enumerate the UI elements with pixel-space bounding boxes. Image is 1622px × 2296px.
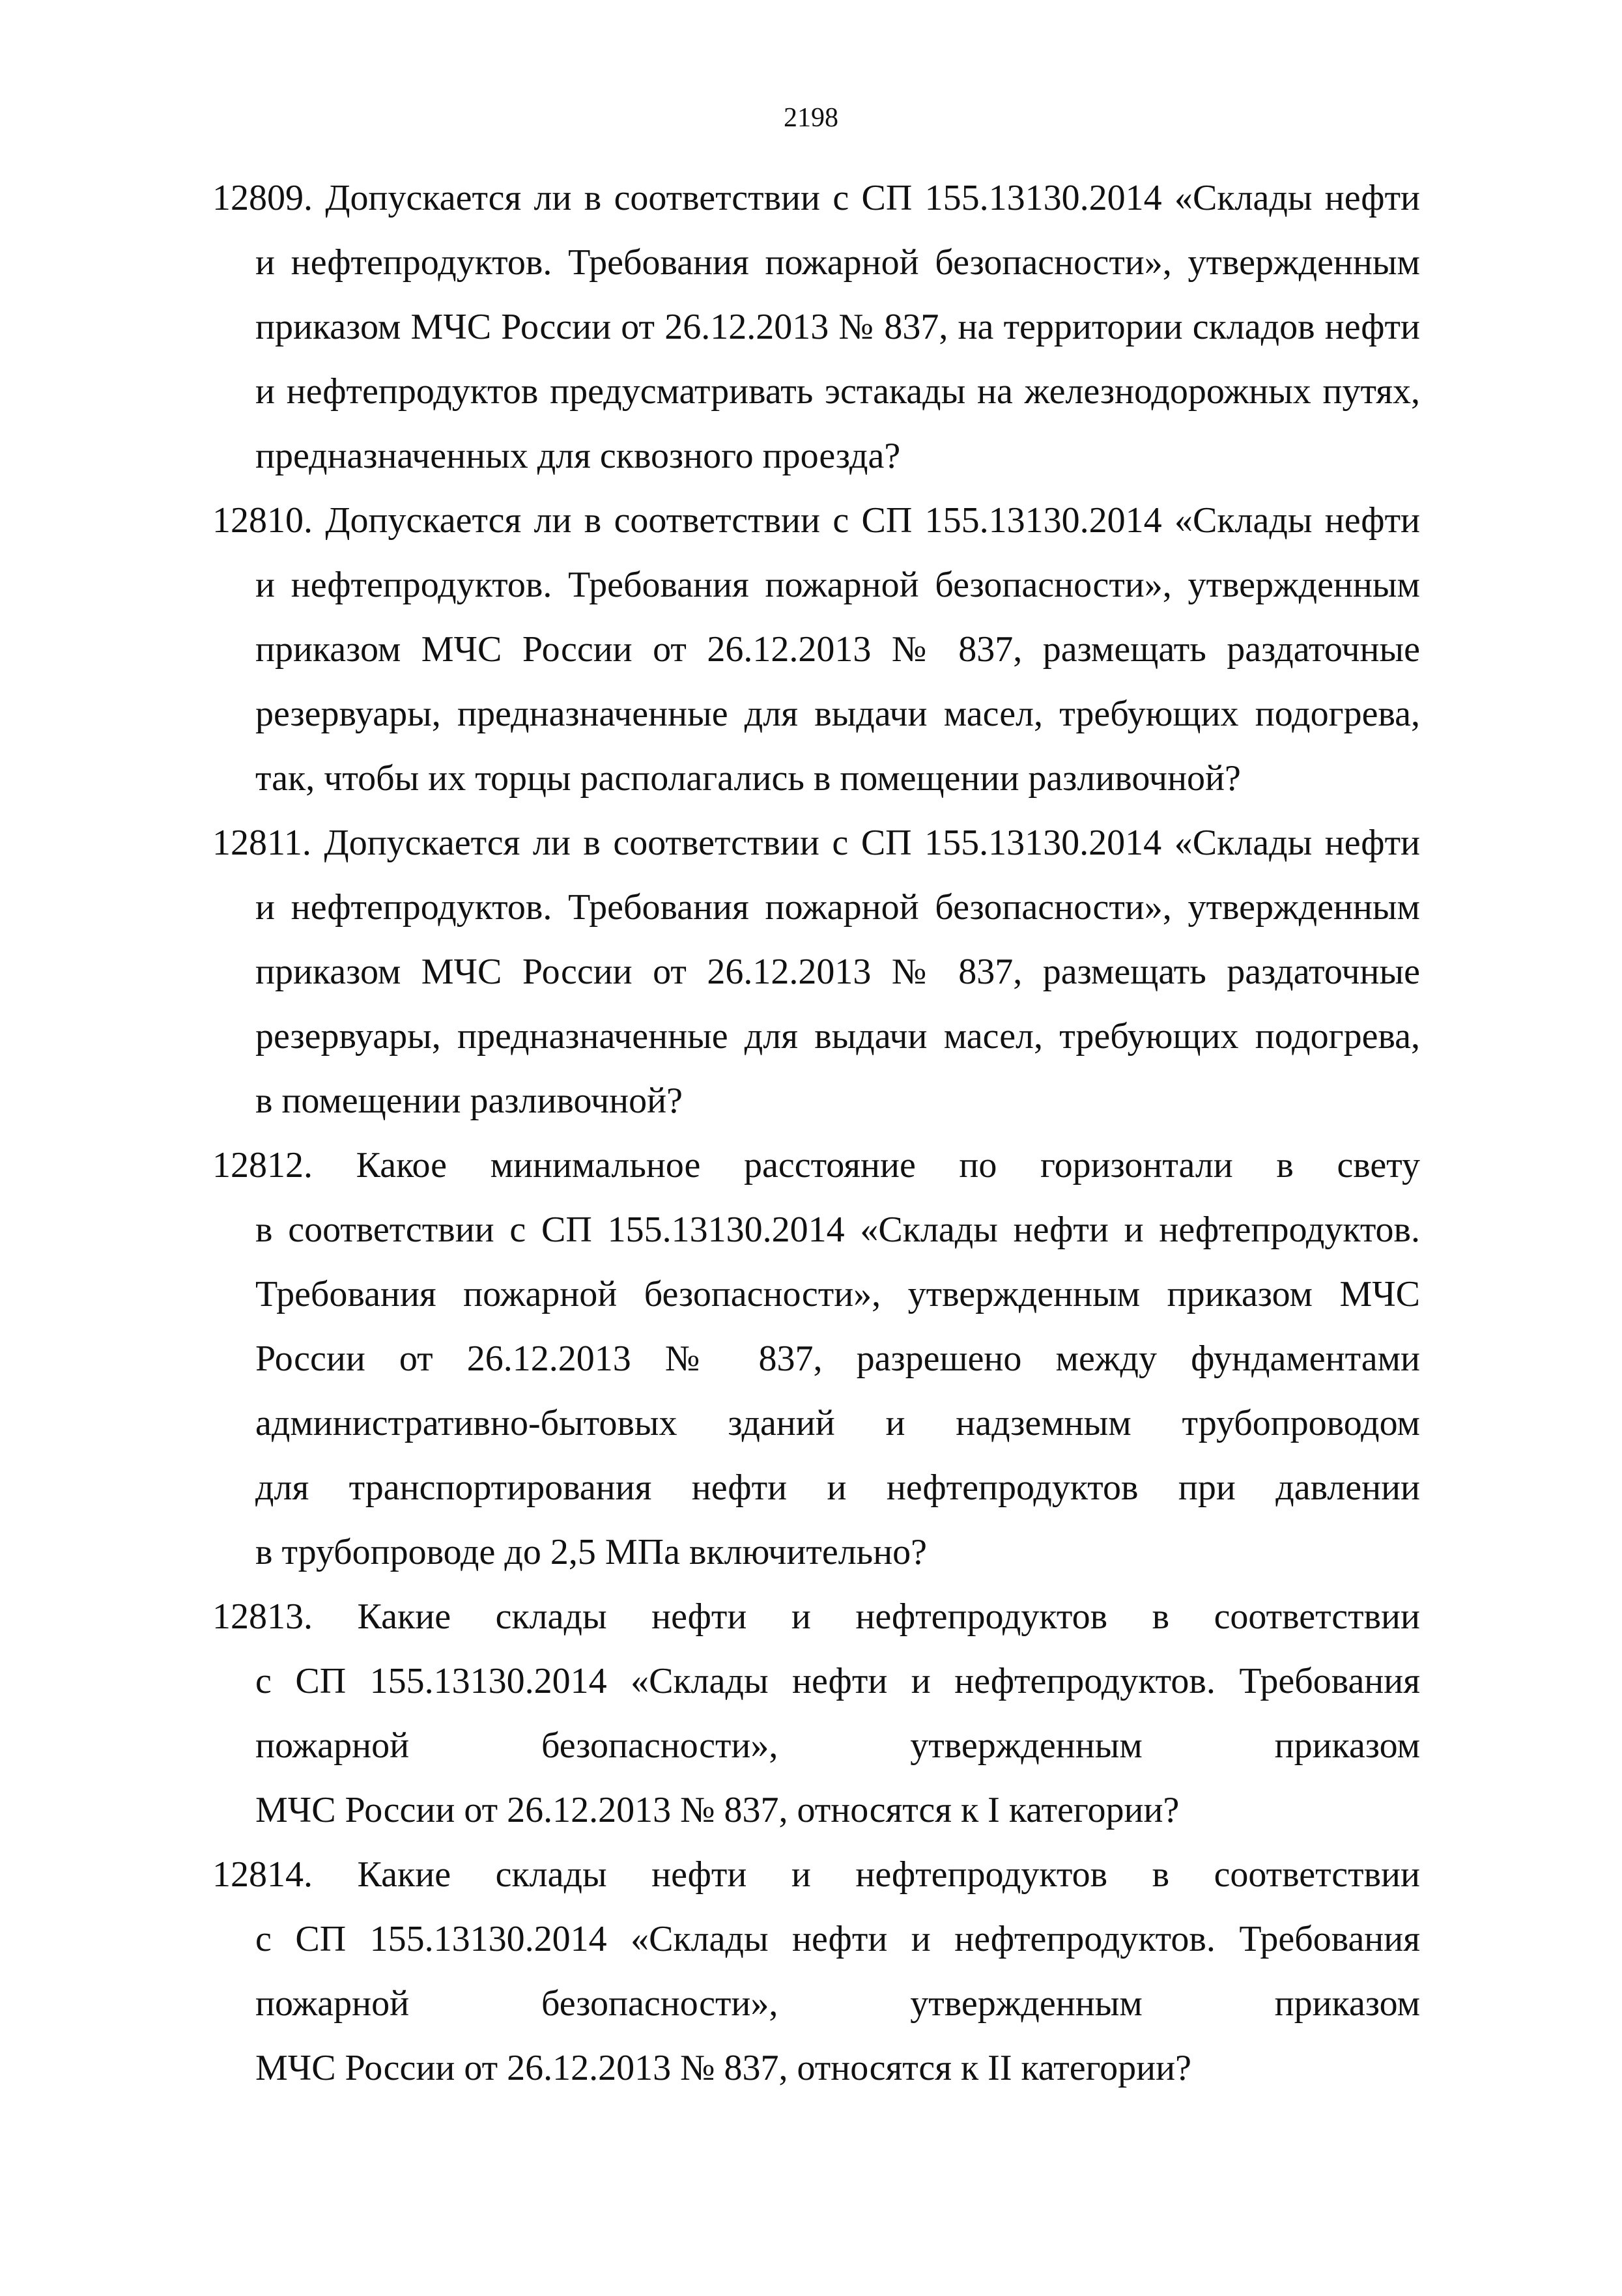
question-text-line bbox=[255, 1520, 1420, 1585]
question-text: в помещении разливочной? bbox=[255, 1081, 683, 1121]
question-text: и нефтепродуктов предусматривать эстакады на железнодорожных путях, bbox=[255, 371, 1420, 412]
question-text: административно-бытовых зданий и надземным трубопроводом bbox=[255, 1403, 1420, 1443]
page-number: 2198 bbox=[784, 103, 838, 133]
question-text: пожарной безопасности», утвержденным приказом bbox=[255, 1725, 1420, 1766]
question-item bbox=[212, 1585, 1420, 1843]
question-text: приказом МЧС России от 26.12.2013 № 837, размещать раздаточные bbox=[255, 952, 1420, 992]
question-text-line bbox=[255, 360, 1420, 424]
question-text-line bbox=[255, 1391, 1420, 1456]
question-text-line bbox=[255, 617, 1420, 682]
question-text-line bbox=[255, 682, 1420, 746]
question-text: МЧС России от 26.12.2013 № 837, относятся к II категории? bbox=[255, 2048, 1191, 2088]
question-text: Требования пожарной безопасности», утвержденным приказом МЧС bbox=[255, 1274, 1420, 1314]
question-item bbox=[212, 1133, 1420, 1585]
question-item bbox=[212, 166, 1420, 489]
question-text-line bbox=[255, 1778, 1420, 1843]
question-number: 12810. bbox=[212, 500, 313, 541]
question-text-line bbox=[255, 231, 1420, 295]
question-number: 12809. bbox=[212, 178, 313, 218]
question-number: 12811. bbox=[212, 823, 311, 863]
question-text-line bbox=[255, 553, 1420, 617]
question-text-line bbox=[255, 1327, 1420, 1391]
question-text-line bbox=[255, 1069, 1420, 1133]
question-text: в трубопроводе до 2,5 МПа включительно? bbox=[255, 1532, 928, 1572]
question-text: Какие склады нефти и нефтепродуктов в соответствии bbox=[357, 1596, 1420, 1637]
question-text: Какие склады нефти и нефтепродуктов в соответствии bbox=[357, 1854, 1420, 1895]
question-first-line bbox=[212, 1133, 1421, 1198]
question-text-line bbox=[255, 1714, 1420, 1778]
question-text: приказом МЧС России от 26.12.2013 № 837, на территории складов нефти bbox=[255, 307, 1420, 347]
question-text: так, чтобы их торцы располагались в помещении разливочной? bbox=[255, 758, 1241, 799]
question-text: приказом МЧС России от 26.12.2013 № 837, размещать раздаточные bbox=[255, 629, 1420, 670]
question-item bbox=[212, 489, 1420, 811]
question-text: и нефтепродуктов. Требования пожарной безопасности», утвержденным bbox=[255, 565, 1420, 605]
question-first-line bbox=[212, 1585, 1420, 1649]
question-text: Допускается ли в соответствии с СП 155.13130.2014 «Склады нефти bbox=[325, 178, 1421, 218]
question-text-line bbox=[255, 1972, 1420, 2036]
question-first-line bbox=[212, 489, 1421, 553]
question-text-line bbox=[255, 295, 1420, 360]
question-text-line bbox=[255, 1456, 1420, 1520]
question-text-line bbox=[255, 1004, 1420, 1069]
question-text-line bbox=[255, 1907, 1420, 1972]
question-text-line bbox=[255, 1649, 1420, 1714]
question-text-line bbox=[255, 424, 1420, 489]
question-text-line bbox=[255, 940, 1420, 1004]
question-text-line bbox=[255, 2036, 1420, 2101]
question-number: 12813. bbox=[212, 1596, 313, 1637]
question-text: для транспортирования нефти и нефтепродуктов при давлении bbox=[255, 1467, 1420, 1508]
question-text: и нефтепродуктов. Требования пожарной безопасности», утвержденным bbox=[255, 887, 1420, 928]
question-text: Допускается ли в соответствии с СП 155.13130.2014 «Склады нефти bbox=[324, 823, 1421, 863]
question-first-line bbox=[212, 166, 1421, 231]
question-text: Какое минимальное расстояние по горизонтали в свету bbox=[356, 1145, 1421, 1185]
question-text-line bbox=[255, 1262, 1420, 1327]
question-list bbox=[212, 166, 1420, 2101]
question-text: пожарной безопасности», утвержденным приказом bbox=[255, 1983, 1420, 2024]
question-text: резервуары, предназначенные для выдачи масел, требующих подогрева, bbox=[255, 1016, 1420, 1056]
question-text: в соответствии с СП 155.13130.2014 «Склады нефти и нефтепродуктов. bbox=[255, 1210, 1420, 1250]
question-text: Допускается ли в соответствии с СП 155.13130.2014 «Склады нефти bbox=[325, 500, 1421, 541]
question-text: с СП 155.13130.2014 «Склады нефти и нефтепродуктов. Требования bbox=[255, 1661, 1420, 1701]
question-text-line bbox=[255, 746, 1420, 811]
question-item bbox=[212, 811, 1420, 1133]
question-number: 12814. bbox=[212, 1854, 313, 1895]
question-number: 12812. bbox=[212, 1145, 313, 1185]
question-text-line bbox=[255, 1198, 1420, 1262]
question-text: МЧС России от 26.12.2013 № 837, относятся к I категории? bbox=[255, 1790, 1180, 1830]
question-first-line bbox=[212, 811, 1421, 875]
question-first-line bbox=[212, 1843, 1420, 1907]
question-item bbox=[212, 1843, 1420, 2101]
question-text: предназначенных для сквозного проезда? bbox=[255, 436, 901, 476]
question-text: резервуары, предназначенные для выдачи масел, требующих подогрева, bbox=[255, 694, 1420, 734]
question-text: России от 26.12.2013 № 837, разрешено между фундаментами bbox=[255, 1339, 1420, 1379]
question-text: с СП 155.13130.2014 «Склады нефти и нефтепродуктов. Требования bbox=[255, 1919, 1420, 1959]
question-text: и нефтепродуктов. Требования пожарной безопасности», утвержденным bbox=[255, 242, 1420, 283]
question-text-line bbox=[255, 875, 1420, 940]
